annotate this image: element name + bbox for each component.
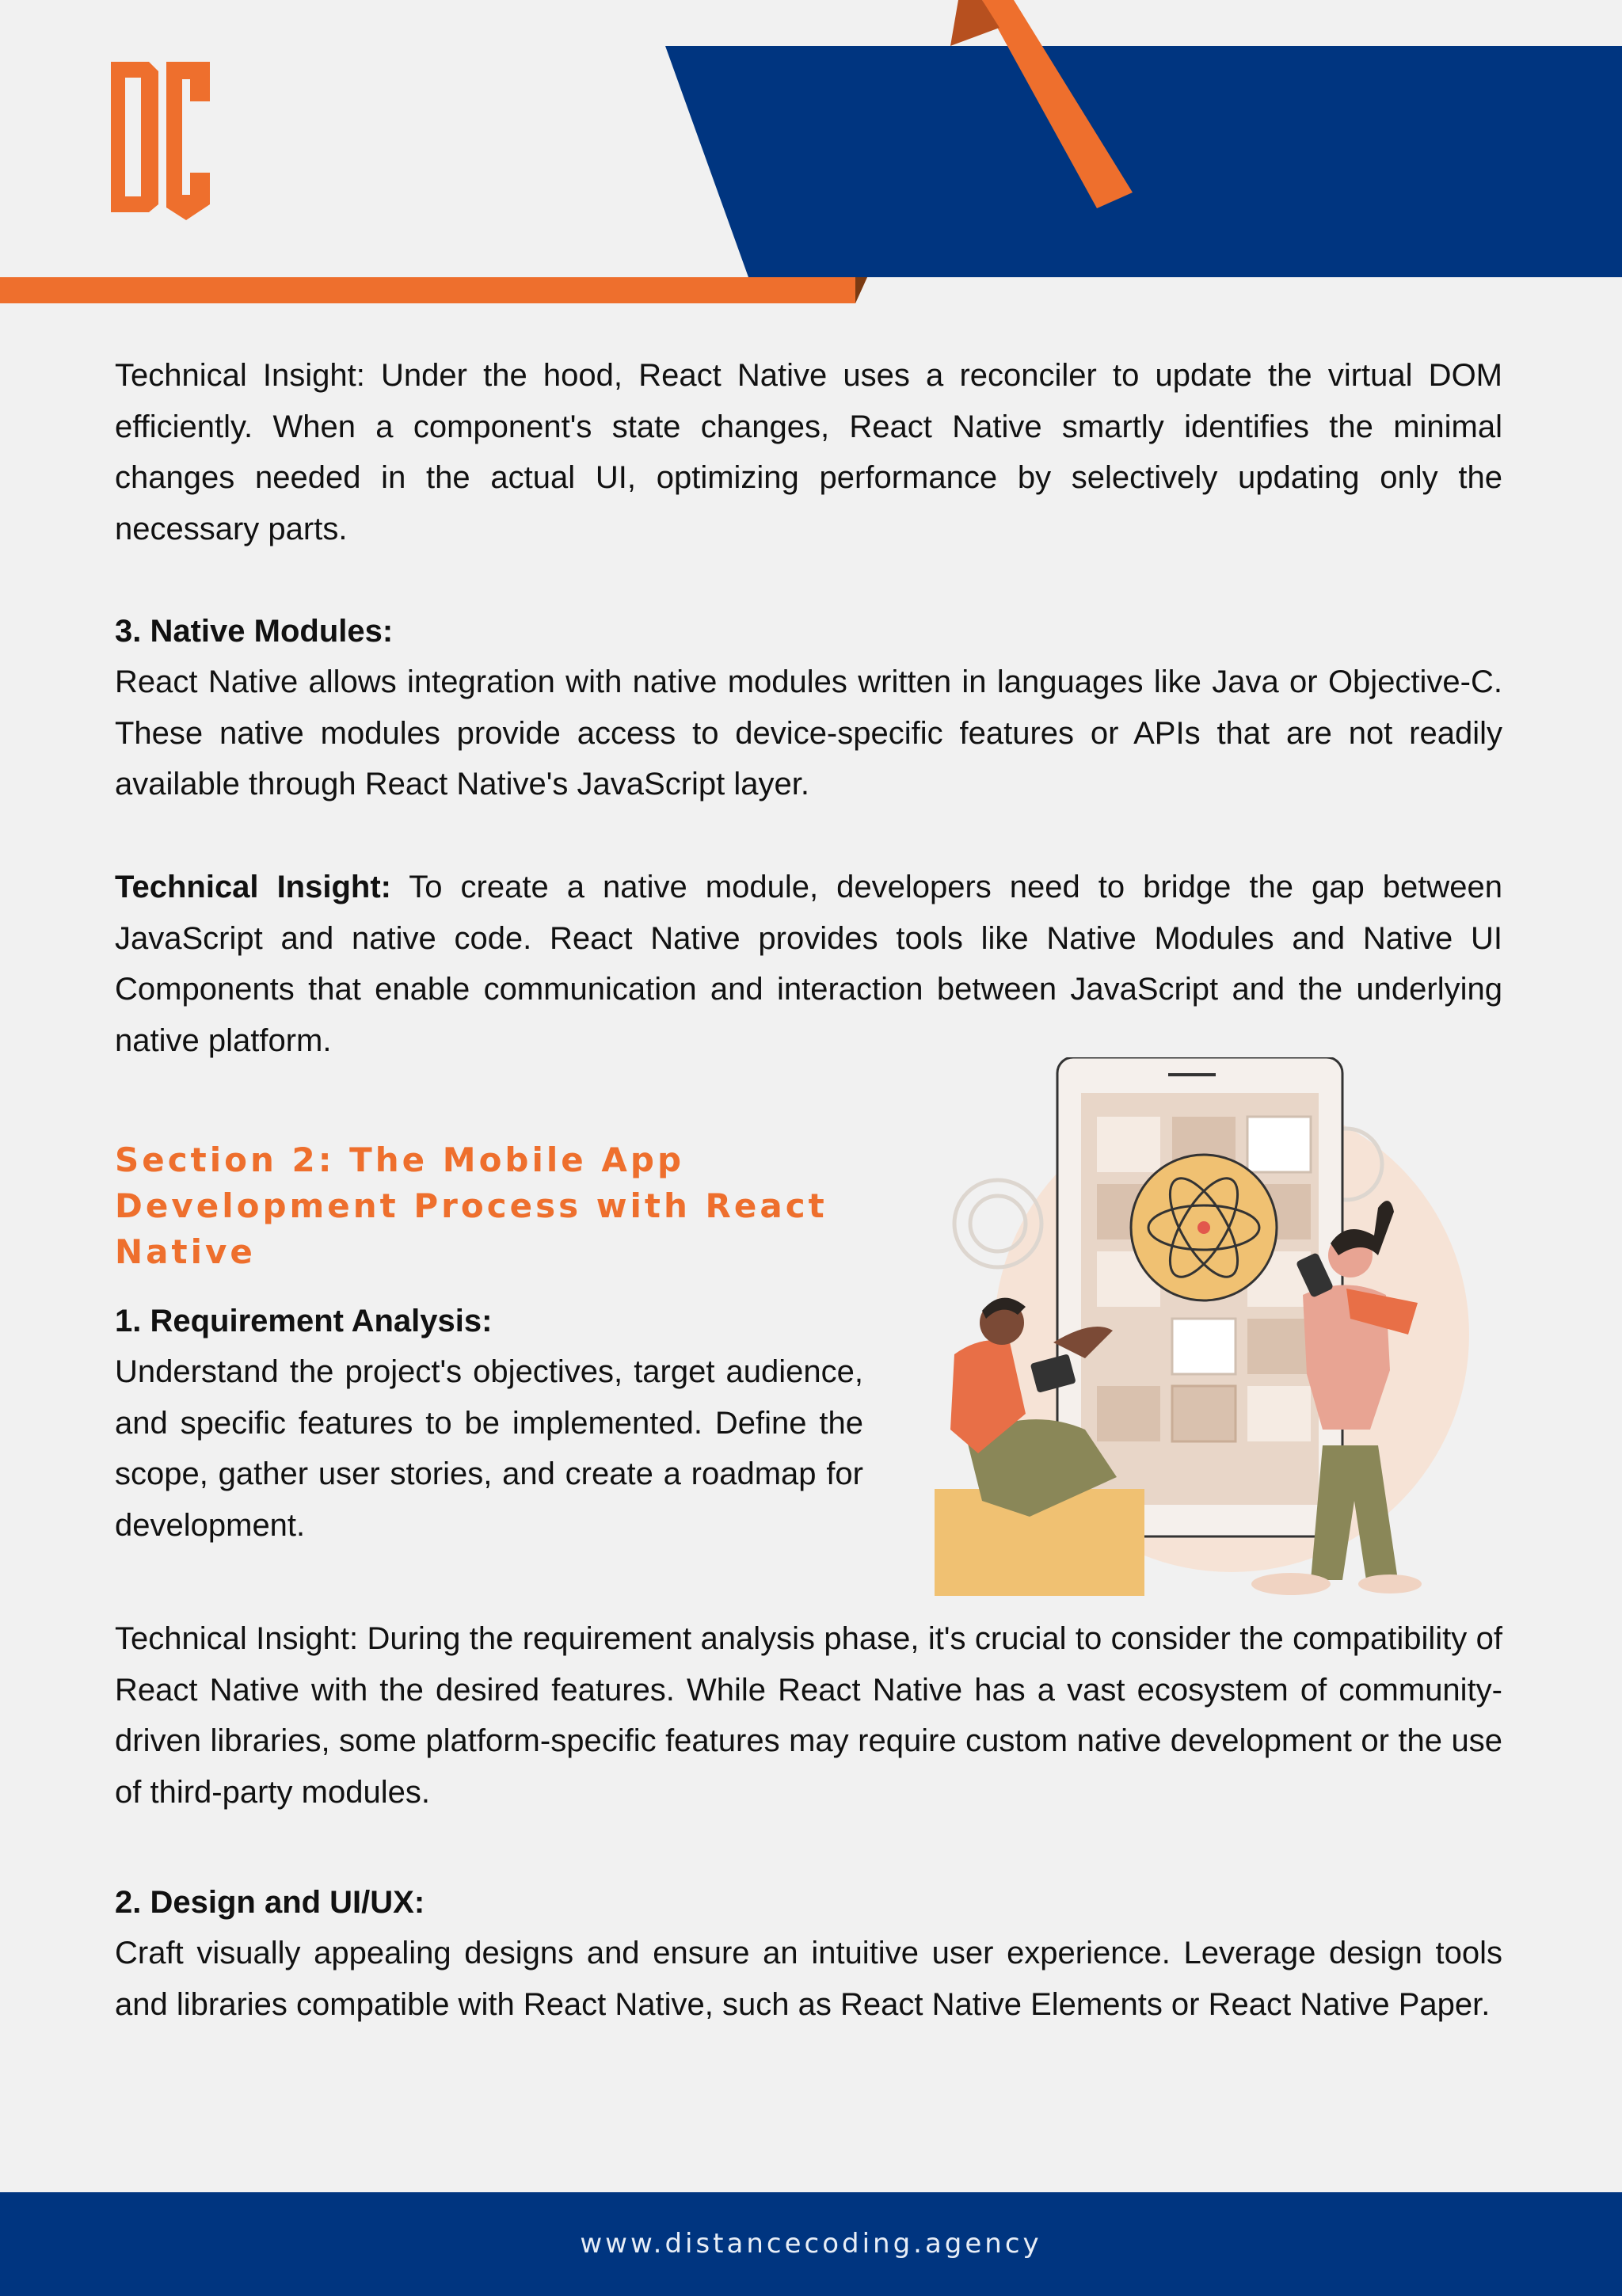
text-block-native-modules [115,657,1502,810]
text-block-design [115,1928,1502,2030]
paragraph-reconciler: Technical Insight: Under the hood, React Native uses a reconciler to update the virtual DOM efficiently. When a component's state changes, React Native smartly identifies the minimal changes needed in the actual UI, optimizing performance by selectively updating only the necessary parts. [115,358,1502,546]
page-footer [0,2192,1622,2296]
developers-illustration [935,1057,1473,1596]
heading-native-modules [115,606,1502,657]
heading-requirement-text: 1. Requirement Analysis: [115,1304,493,1338]
insight-native-text: To create a native module, developers need to bridge the gap between JavaScript and native code. React Native provides tools like Native Modules and Native UI Components that enable communication and interaction between JavaScript and the underlying native platform. [115,870,1502,1058]
insight-label: Technical Insight: [115,870,391,904]
text-block-requirement [115,1346,863,1551]
heading-requirement [115,1296,863,1347]
header-blue-band [665,46,1622,277]
paragraph-design: Craft visually appealing designs and ensure an intuitive user experience. Leverage design tools and libraries compatible with React Native, such as React Native Elements or React Native Paper. [115,1936,1502,2022]
page-header [0,0,1622,317]
paragraph-native-modules: React Native allows integration with native modules written in languages like Java or Objective-C. These native modules provide access to device-specific features or APIs that are not readily available through React Native's JavaScript layer. [115,664,1502,802]
paragraph-insight-native [115,862,1502,1066]
dc-logo [111,62,214,220]
heading-design-text: 2. Design and UI/UX: [115,1885,425,1920]
paragraph-insight-requirement: Technical Insight: During the requirement analysis phase, it's crucial to consider the compatibility of React Native with the desired features. While React Native has a vast ecosystem of community-driven libraries, some platform-specific features may require custom native development or the use of third-party modules. [115,1621,1502,1810]
header-graphic [0,0,1622,317]
footer-url[interactable]: www.distancecoding.agency [580,2228,1042,2260]
heading-design [115,1877,1502,1929]
section-2-title: Section 2: The Mobile App Development Process with React Native [115,1140,828,1271]
header-orange-stripe [0,277,867,303]
text-block-reconciler [115,350,1502,554]
text-block-insight-requirement [115,1613,1502,1818]
heading-native-modules-text: 3. Native Modules: [115,614,394,649]
paragraph-requirement: Understand the project's objectives, target audience, and specific features to be implemented. Define the scope, gather user stories, and create a roadmap for development. [115,1354,863,1543]
text-block-insight-native [115,862,1502,1066]
